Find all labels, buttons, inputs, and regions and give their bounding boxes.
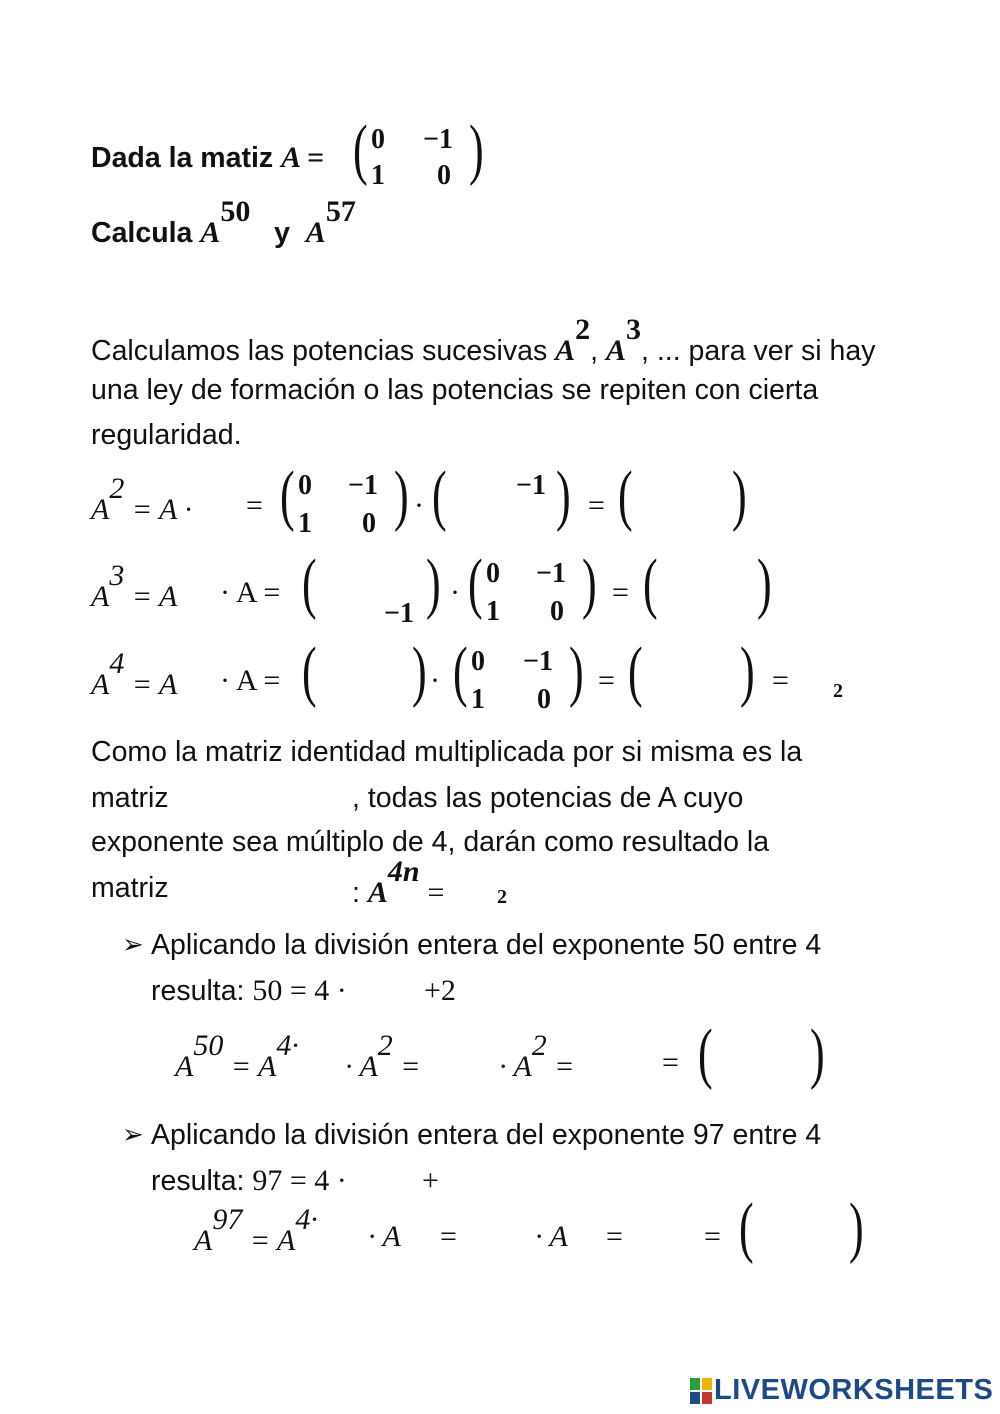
matrix-cell: 0 <box>471 646 485 677</box>
answer-blank[interactable] <box>388 1166 418 1198</box>
power-base: A <box>555 334 576 367</box>
matrix-partial: ( −1 ) <box>302 545 441 629</box>
eq-a2-lhs: $A^2 = A$ · <box>91 472 192 526</box>
identity-formula: : $A^{4n}$ = <box>352 855 445 909</box>
answer-matrix-blank[interactable]: ( ) <box>302 633 427 710</box>
eq-a97-part: · A <box>368 1220 401 1253</box>
answer-matrix-blank[interactable]: ( ) <box>739 1189 864 1266</box>
matrix-partial: ( −1 ) <box>432 457 571 534</box>
eq-a97: $A^{97} = A^{4\cdot}$ <box>194 1203 318 1257</box>
answer-blank[interactable] <box>472 1218 530 1252</box>
intro-text: Calculamos las potencias sucesivas <box>91 335 548 367</box>
bullet2-line-1: Aplicando la división entera del exponente 97 entre 4 <box>151 1119 822 1151</box>
matrix-cell: −1 <box>423 124 453 155</box>
equals-sign: = <box>246 489 263 522</box>
answer-matrix-blank[interactable]: ( ) <box>643 545 772 622</box>
equals-sign: = <box>662 1046 679 1079</box>
bullet2-line-2: resulta: 97 = 4 · <box>151 1164 347 1197</box>
power-exp: 2 <box>575 313 591 346</box>
dot-a-equals: · A = <box>220 664 281 697</box>
eq-a3-lhs: $A^3 = A$ <box>91 559 178 613</box>
answer-blank[interactable] <box>450 1166 490 1198</box>
matrix-cell: 1 <box>471 684 485 715</box>
task-line <box>91 195 356 250</box>
matrix-cell: 0 <box>298 470 312 501</box>
identity-line-2-end: , todas las potencias de A cuyo <box>352 782 744 814</box>
eq-a50: $A^{50} = A^{4\cdot}$ <box>175 1029 299 1083</box>
arrow-bullet-icon: ➢ <box>122 930 144 960</box>
matrix-cell: 0 <box>371 124 385 155</box>
matrix-cell: 0 <box>550 596 564 627</box>
power-base: A <box>200 216 221 249</box>
answer-blank[interactable] <box>330 1218 364 1248</box>
matrix-A: ( 0 −1 1 0 ) <box>468 545 597 627</box>
dot-a-equals: · A = <box>220 576 281 609</box>
eq-a97-part: · A <box>535 1220 568 1253</box>
answer-blank[interactable] <box>640 1218 698 1252</box>
dot-operator: · <box>430 664 440 697</box>
equals-sign: = <box>440 1220 457 1253</box>
intro-line-3: regularidad. <box>91 419 242 451</box>
equals-sign: = <box>612 576 629 609</box>
identity-line-3: exponente sea múltiplo de 4, darán como resultado la <box>91 826 770 858</box>
left-paren: ( <box>353 111 368 188</box>
matrix-A: ( 0 −1 1 0 ) <box>280 457 409 539</box>
power-base: A <box>606 334 627 367</box>
equals-sign: = <box>598 664 615 697</box>
identity-line-1: Como la matriz identidad multiplicada por si misma es la <box>91 736 803 768</box>
answer-blank[interactable] <box>382 976 418 1008</box>
answer-blank[interactable] <box>596 1044 654 1078</box>
equals-sign: = <box>772 664 789 697</box>
matrix-cell: 0 <box>537 684 551 715</box>
logo-text: LIVEWORKSHEETS <box>714 1374 994 1406</box>
eq-a4-lhs: $A^4 = A$ <box>91 647 178 701</box>
eq-a50-part: · $A^2$ = <box>345 1029 421 1083</box>
power-exp: 50 <box>220 195 251 228</box>
remainder: +2 <box>424 974 456 1007</box>
intro-line-2: una ley de formación o las potencias se repiten con cierta <box>91 374 819 406</box>
answer-matrix-blank[interactable]: ( ) <box>698 1015 825 1092</box>
matrix-cell: 1 <box>486 596 500 627</box>
conjunction: y <box>274 217 290 249</box>
intro-line-1: Calculamos las potencias sucesivas $A^2$, $A^3$, ... para ver si hay <box>91 313 876 367</box>
matrix-A: ( 0 −1 1 0 ) <box>453 633 584 715</box>
answer-blank[interactable] <box>404 1218 434 1252</box>
answer-blank[interactable] <box>312 1044 340 1074</box>
task-text: Calcula <box>91 217 193 249</box>
matrix-cell: −1 <box>523 646 553 677</box>
arrow-bullet-icon: ➢ <box>122 1120 144 1150</box>
equals-sign: = <box>704 1220 721 1253</box>
matrix-cell: −1 <box>536 558 566 589</box>
answer-blank[interactable] <box>182 784 347 818</box>
matrix-cell: 0 <box>362 508 376 539</box>
logo-mark-icon <box>690 1378 712 1404</box>
answer-matrix-blank[interactable]: ( ) <box>618 457 747 534</box>
dot-operator: · <box>450 576 460 609</box>
bullet1-line-1: Aplicando la división entera del exponente 50 entre 4 <box>151 929 822 961</box>
matrix-cell: 1 <box>371 160 385 191</box>
power-exp: 57 <box>325 195 356 228</box>
bullet1-line-2: resulta: 50 = 4 · <box>151 974 347 1007</box>
equals-sign: = <box>588 489 605 522</box>
matrix-cell: −1 <box>384 598 414 629</box>
liveworksheets-logo <box>690 1374 994 1408</box>
eq-a50-part: · $A^2$ = <box>499 1029 575 1083</box>
power-base: A <box>305 216 326 249</box>
matrix-cell: 0 <box>486 558 500 589</box>
matrix-cell: −1 <box>516 470 546 501</box>
equals-sign: = <box>606 1220 623 1253</box>
identity-subscript: 2 <box>497 886 507 908</box>
matrix-name: A = <box>281 141 325 174</box>
dot-operator: · <box>414 489 424 522</box>
matrix-cell: 1 <box>298 508 312 539</box>
problem-statement <box>91 141 324 175</box>
right-paren: ) <box>469 111 484 188</box>
identity-line-4: matriz <box>91 872 169 904</box>
plus-sign: + <box>422 1164 439 1197</box>
answer-blank[interactable] <box>438 1044 494 1078</box>
power-exp: 3 <box>626 313 642 346</box>
matrix-cell: −1 <box>348 470 378 501</box>
identity-line-2: matriz <box>91 782 169 814</box>
answer-blank[interactable] <box>182 874 347 908</box>
answer-matrix-blank[interactable]: ( ) <box>628 633 755 710</box>
matrix-cell: 0 <box>437 160 451 191</box>
identity-subscript: 2 <box>833 680 843 702</box>
intro-text: , ... para ver si hay <box>641 335 876 367</box>
statement-text: Dada la matiz <box>91 142 274 174</box>
answer-blank[interactable] <box>572 1218 602 1252</box>
